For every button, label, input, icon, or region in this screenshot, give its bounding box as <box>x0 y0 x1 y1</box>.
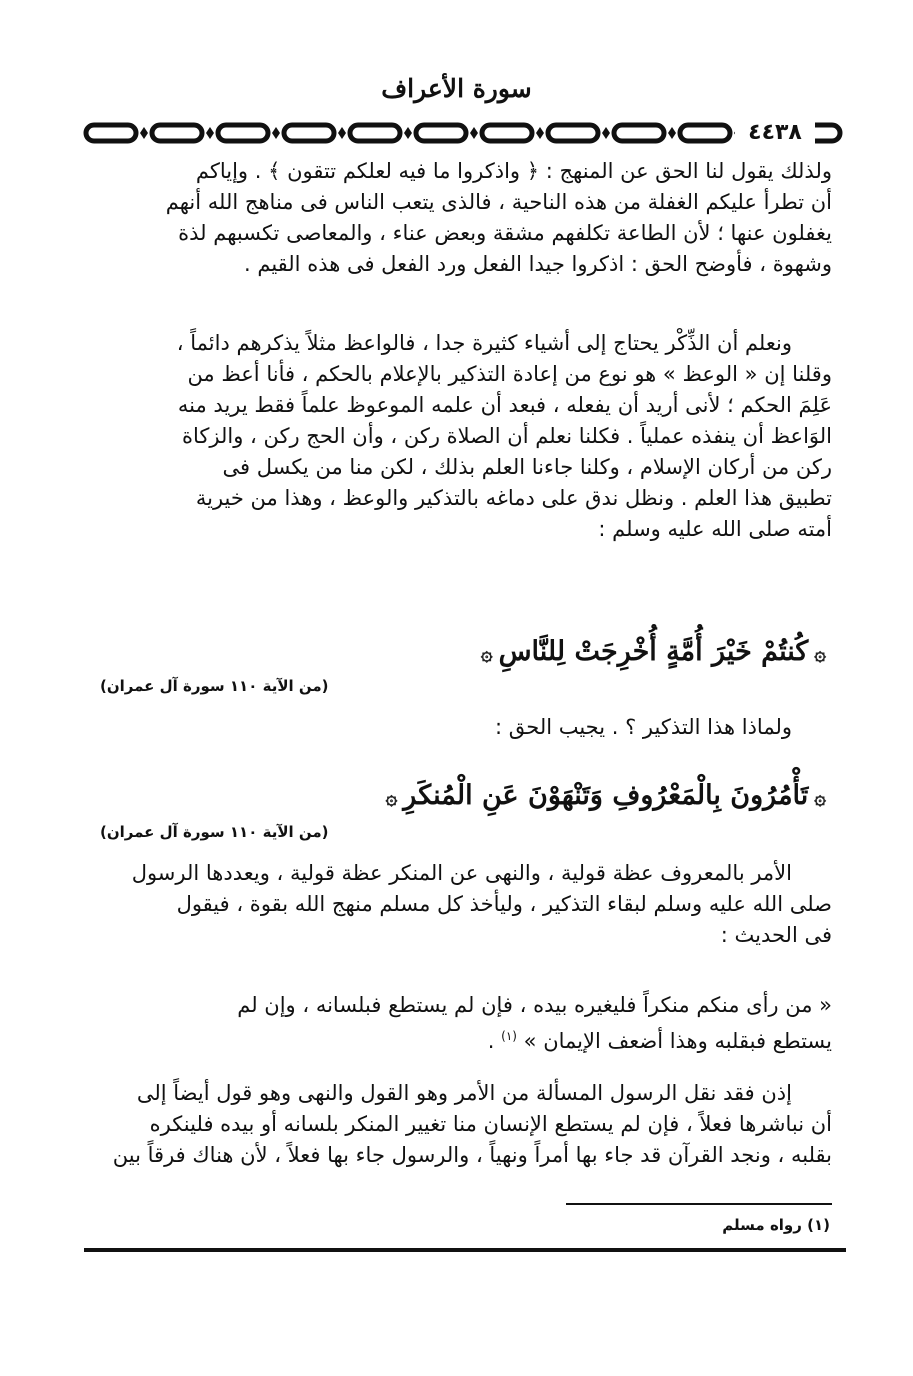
text-line: ركن من أركان الإسلام ، وكلنا جاءنا العلم بذلك ، لكن منا من يكسل فى <box>222 455 832 479</box>
footnote-marker: (١) <box>501 1029 517 1043</box>
verse-text: تَأْمُرُونَ بِالْمَعْرُوفِ وَتَنْهَوْنَ عَنِ الْمُنكَرِ <box>403 780 809 811</box>
text-line: بقلبه ، ونجد القرآن قد جاء بها أمراً ونهياً ، والرسول جاء بها فعلاً ، لأن هناك فرقاً بين <box>112 1143 832 1167</box>
verse-reference: (من الآية ١١٠ سورة آل عمران) <box>100 677 329 695</box>
ornament-icon: ۞ <box>814 640 826 665</box>
text-line: الأمر بالمعروف عظة قولية ، والنهى عن المنكر عظة قولية ، ويعددها الرسول <box>131 861 792 885</box>
text-line: تطبيق هذا العلم . ونظل ندق على دماغه بالتذكير والوعظ ، وهذا من خيرية <box>195 486 832 510</box>
text-line: ونعلم أن الذِّكْر يحتاج إلى أشياء كثيرة جدا ، فالواعظ مثلاً يذكرهم دائماً ، <box>176 331 792 355</box>
footnote: (١) رواه مسلم <box>722 1216 830 1234</box>
text-line: وقلنا إن « الوعظ » هو نوع من إعادة التذكير بالإعلام بالحكم ، فأنا أعظ من <box>187 362 832 386</box>
text-line: أن نباشرها فعلاً ، فإن لم يستطع الإنسان منا تغيير المنكر بلسانه أو بيده فلينكره <box>149 1112 832 1136</box>
quran-verse-2 <box>100 776 832 817</box>
text-line: وشهوة ، فأوضح الحق : اذكروا جيدا الفعل ورد الفعل فى هذه القيم . <box>244 252 832 276</box>
text-line: الوَاعظ أن ينفذه عملياً . فكلنا نعلم أن الصلاة ركن ، وأن الحج ركن ، والزكاة <box>182 424 832 448</box>
paragraph-1 <box>104 156 832 280</box>
ornament-icon: ۞ <box>814 784 826 809</box>
paragraph-4 <box>104 1078 832 1171</box>
ornament-icon: ۞ <box>480 640 493 665</box>
text-line: إذن فقد نقل الرسول المسألة من الأمر وهو القول والنهى وهو قول أيضاً إلى <box>136 1081 792 1105</box>
surah-title: سورة الأعراف <box>381 74 532 103</box>
verse-reference: (من الآية ١١٠ سورة آل عمران) <box>100 823 329 841</box>
paragraph-2 <box>104 328 832 545</box>
hadith-quote <box>104 990 832 1057</box>
quran-verse-1 <box>100 632 832 673</box>
hadith-text: يستطع فبقلبه وهذا أضعف الإيمان » <box>523 1029 832 1053</box>
decorative-border <box>80 118 846 148</box>
text-line: أن تطرأ عليكم الغفلة من هذه الناحية ، فالذى يتعب الناس فى مناهج الله أنهم <box>165 190 832 214</box>
text-line: صلى الله عليه وسلم لبقاء التذكير ، وليأخذ كل مسلم منهج الله بقوة ، فيقول <box>176 892 832 916</box>
text-line: أمته صلى الله عليه وسلم : <box>598 517 832 541</box>
bottom-rule <box>84 1248 846 1252</box>
text-line: ولذلك يقول لنا الحق عن المنهج : ﴿ واذكروا ما فيه لعلكم تتقون ﴾ . وإياكم <box>195 159 832 183</box>
text-line: ولماذا هذا التذكير ؟ . يجيب الحق : <box>495 715 792 739</box>
ornament-icon: ۞ <box>385 784 398 809</box>
paragraph-3 <box>104 858 832 951</box>
text-line: فى الحديث : <box>720 923 832 947</box>
text-line: عَلِمَ الحكم ؛ لأنى أريد أن يفعله ، فبعد أن علمه الموعوظ علماً فقط يريد منه <box>177 393 832 417</box>
question-paragraph <box>104 712 832 743</box>
text-line: « من رأى منكم منكراً فليغيره بيده ، فإن لم يستطع فبلسانه ، وإن لم <box>237 993 832 1017</box>
footnote-divider <box>566 1203 832 1205</box>
page-number: ٤٤٣٨ <box>735 119 815 147</box>
text-line: يغفلون عنها ؛ لأن الطاعة تكلفهم مشقة وبعض عناء ، والمعاصى تكسبهم لذة <box>178 221 832 245</box>
text-line: يستطع فبقلبه وهذا أضعف الإيمان » $^{(١)}$ . <box>487 1029 832 1053</box>
verse-text: كُنتُمْ خَيْرَ أُمَّةٍ أُخْرِجَتْ لِلنَّاسِ <box>498 636 809 667</box>
